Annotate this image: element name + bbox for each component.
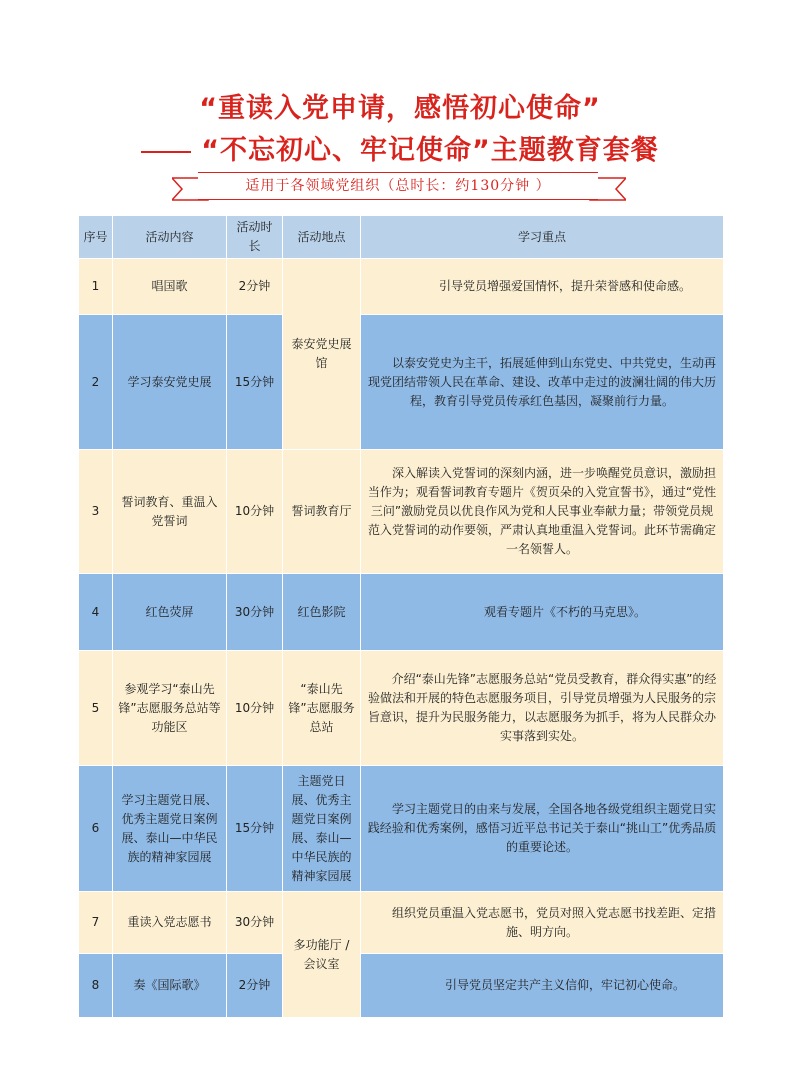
- row-num: 8: [79, 954, 113, 1018]
- header-duration: 活动时长: [227, 216, 283, 259]
- row-focus: 引导党员增强爱国情怀，提升荣誉感和使命感。: [361, 259, 724, 315]
- row-content: 红色荧屏: [113, 574, 227, 651]
- row-duration: 15分钟: [227, 766, 283, 892]
- row-duration: 2分钟: [227, 259, 283, 315]
- row-focus: 介绍“泰山先锋”志愿服务总站“党员受教育，群众得实惠”的经验做法和开展的特色志愿服务项目，引导党员增强为人民服务的宗旨意识，提升为民服务能力，以志愿服务为抓手，将为人民群众办实事落到实处。: [361, 651, 724, 766]
- table-row: [79, 766, 724, 892]
- title-line-2: [0, 128, 800, 167]
- schedule-table: [78, 215, 724, 1018]
- header-focus: 学习重点: [361, 216, 724, 259]
- table-row: [79, 315, 724, 450]
- row-focus: 以泰安党史为主干，拓展延伸到山东党史、中共党史，生动再现党团结带领人民在革命、建设、改革中走过的波澜壮阔的伟大历程，教育引导党员传承红色基因，凝聚前行力量。: [361, 315, 724, 450]
- row-duration: 10分钟: [227, 450, 283, 574]
- row-location: 红色影院: [283, 574, 361, 651]
- row-location: “泰山先锋”志愿服务总站: [283, 651, 361, 766]
- table-row: [79, 651, 724, 766]
- row-focus: 引导党员坚定共产主义信仰，牢记初心使命。: [361, 954, 724, 1018]
- subtitle-ribbon: [172, 170, 626, 202]
- row-location: 誓词教育厅: [283, 450, 361, 574]
- title-line-2-text: “不忘初心、牢记使命”主题教育套餐: [201, 135, 659, 166]
- row-num: 3: [79, 450, 113, 574]
- row-num: 1: [79, 259, 113, 315]
- table-row: [79, 450, 724, 574]
- row-duration: 2分钟: [227, 954, 283, 1018]
- row-content: 学习泰安党史展: [113, 315, 227, 450]
- header-location: 活动地点: [283, 216, 361, 259]
- row-content: 奏《国际歌》: [113, 954, 227, 1018]
- row-location: 主题党日展、优秀主题党日案例展、泰山—中华民族的精神家园展: [283, 766, 361, 892]
- header-content: 活动内容: [113, 216, 227, 259]
- table-row: [79, 954, 724, 1018]
- row-location: 多功能厅 / 会议室: [283, 892, 361, 1018]
- row-content: 誓词教育、重温入党誓词: [113, 450, 227, 574]
- row-location: 泰安党史展馆: [283, 259, 361, 450]
- table-row: [79, 574, 724, 651]
- row-num: 7: [79, 892, 113, 954]
- row-focus: 深入解读入党誓词的深刻内涵，进一步唤醒党员意识，激励担当作为；观看誓词教育专题片《贺页朵的入党宣誓书》，通过“党性三问”激励党员以优良作风为党和人民事业奉献力量；带领党员规范入党誓词的动作要领，严肃认真地重温入党誓词。此环节需确定一名领誓人。: [361, 450, 724, 574]
- table-row: [79, 892, 724, 954]
- row-focus: 学习主题党日的由来与发展，全国各地各级党组织主题党日实践经验和优秀案例，感悟习近平总书记关于泰山“挑山工”优秀品质的重要论述。: [361, 766, 724, 892]
- row-num: 2: [79, 315, 113, 450]
- header-num: 序号: [79, 216, 113, 259]
- row-focus: 组织党员重温入党志愿书，党员对照入党志愿书找差距、定措施、明方向。: [361, 892, 724, 954]
- row-content: 参观学习“泰山先锋”志愿服务总站等功能区: [113, 651, 227, 766]
- row-content: 重读入党志愿书: [113, 892, 227, 954]
- table-header-row: [79, 216, 724, 259]
- row-duration: 30分钟: [227, 892, 283, 954]
- row-duration: 10分钟: [227, 651, 283, 766]
- table-row: [79, 259, 724, 315]
- title-dash: [141, 151, 191, 153]
- row-num: 6: [79, 766, 113, 892]
- row-duration: 15分钟: [227, 315, 283, 450]
- row-content: 学习主题党日展、优秀主题党日案例展、泰山—中华民族的精神家园展: [113, 766, 227, 892]
- row-duration: 30分钟: [227, 574, 283, 651]
- title-line-1: “重读入党申请，感悟初心使命”: [199, 93, 601, 124]
- subtitle-text: 适用于各领域党组织（总时长：约130分钟 ）: [198, 172, 598, 200]
- row-focus: 观看专题片《不朽的马克思》。: [361, 574, 724, 651]
- row-num: 5: [79, 651, 113, 766]
- row-content: 唱国歌: [113, 259, 227, 315]
- row-num: 4: [79, 574, 113, 651]
